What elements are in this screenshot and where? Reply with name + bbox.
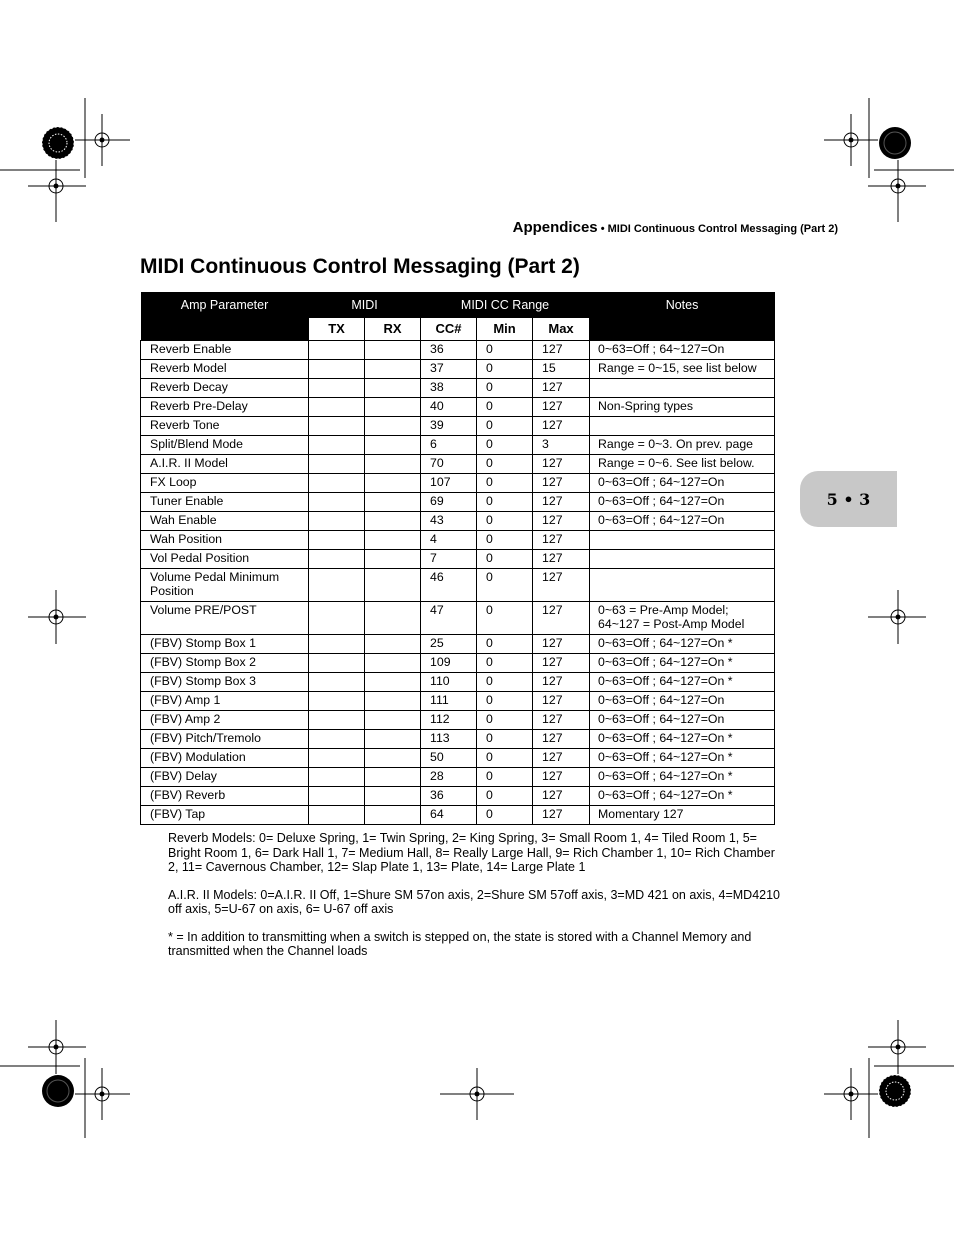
max-cell: 127 xyxy=(533,768,590,787)
cc-cell: 110 xyxy=(421,673,477,692)
tx-cell xyxy=(309,531,365,550)
table-row xyxy=(141,673,775,692)
cc-cell: 50 xyxy=(421,749,477,768)
min-cell: 0 xyxy=(477,455,533,474)
min-cell: 0 xyxy=(477,692,533,711)
notes-cell: Range = 0~15, see list below xyxy=(590,360,775,379)
param-cell: Tuner Enable xyxy=(141,493,309,512)
min-cell: 0 xyxy=(477,341,533,360)
tx-cell xyxy=(309,635,365,654)
notes-cell: 0~63=Off ; 64~127=On * xyxy=(590,673,775,692)
tx-cell xyxy=(309,341,365,360)
cc-cell: 36 xyxy=(421,341,477,360)
rx-cell xyxy=(365,493,421,512)
notes-cell: 0~63=Off ; 64~127=On * xyxy=(590,749,775,768)
tx-cell xyxy=(309,569,365,602)
rx-cell xyxy=(365,806,421,825)
running-header-subtitle: MIDI Continuous Control Messaging (Part 2) xyxy=(607,223,838,235)
table-row xyxy=(141,474,775,493)
table-row xyxy=(141,692,775,711)
table-row xyxy=(141,512,775,531)
tx-cell xyxy=(309,730,365,749)
notes-cell: 0~63=Off ; 64~127=On * xyxy=(590,768,775,787)
tx-cell xyxy=(309,360,365,379)
min-cell: 0 xyxy=(477,569,533,602)
rx-cell xyxy=(365,550,421,569)
max-cell: 127 xyxy=(533,417,590,436)
max-cell: 127 xyxy=(533,474,590,493)
table-row xyxy=(141,550,775,569)
param-cell: Reverb Tone xyxy=(141,417,309,436)
cc-cell: 107 xyxy=(421,474,477,493)
tx-cell xyxy=(309,379,365,398)
table-row xyxy=(141,379,775,398)
min-cell: 0 xyxy=(477,768,533,787)
tx-cell xyxy=(309,398,365,417)
notes-cell: 0~63=Off ; 64~127=On xyxy=(590,474,775,493)
running-header xyxy=(513,219,838,237)
table-row xyxy=(141,768,775,787)
param-cell: Reverb Enable xyxy=(141,341,309,360)
param-cell: (FBV) Reverb xyxy=(141,787,309,806)
tx-cell xyxy=(309,512,365,531)
notes-cell: 0~63=Off ; 64~127=On xyxy=(590,512,775,531)
param-cell: Reverb Model xyxy=(141,360,309,379)
min-cell: 0 xyxy=(477,654,533,673)
max-cell: 127 xyxy=(533,806,590,825)
tx-cell xyxy=(309,474,365,493)
min-cell: 0 xyxy=(477,379,533,398)
notes-cell: Range = 0~3. On prev. page xyxy=(590,436,775,455)
rx-cell xyxy=(365,730,421,749)
subheader-max: Max xyxy=(533,318,590,341)
min-cell: 0 xyxy=(477,550,533,569)
cc-cell: 64 xyxy=(421,806,477,825)
footnote-reverb-models: Reverb Models: 0= Deluxe Spring, 1= Twin Spring, 2= King Spring, 3= Small Room 1, 4= Tiled Room 1, 5= Bright Room 1, 6= Dark Hall 1, 7= Medium Hall, 8= Really Large Hall, 9= Rich Chamber 1, 10= Rich Chamber 2, 11= Cavernous Chamber, 12= Slap Plate 1, 13= Plate, 14= Large Plate 1 xyxy=(168,831,775,874)
cc-cell: 4 xyxy=(421,531,477,550)
rx-cell xyxy=(365,474,421,493)
cc-cell: 6 xyxy=(421,436,477,455)
param-cell: Wah Enable xyxy=(141,512,309,531)
rx-cell xyxy=(365,455,421,474)
page-title: MIDI Continuous Control Messaging (Part 2) xyxy=(140,255,580,278)
min-cell: 0 xyxy=(477,493,533,512)
tx-cell xyxy=(309,806,365,825)
notes-cell: Non-Spring types xyxy=(590,398,775,417)
rx-cell xyxy=(365,417,421,436)
rx-cell xyxy=(365,531,421,550)
running-header-separator: • xyxy=(597,223,608,235)
footnote-air-models: A.I.R. II Models: 0=A.I.R. II Off, 1=Shure SM 57on axis, 2=Shure SM 57off axis, 3=MD 421 on axis, 4=MD4210 off axis, 5=U-67 on axis, 6= U-67 off axis xyxy=(168,887,781,916)
max-cell: 15 xyxy=(533,360,590,379)
cc-cell: 112 xyxy=(421,711,477,730)
rx-cell xyxy=(365,711,421,730)
max-cell: 127 xyxy=(533,787,590,806)
max-cell: 127 xyxy=(533,512,590,531)
table-row xyxy=(141,806,775,825)
max-cell: 127 xyxy=(533,654,590,673)
table-row xyxy=(141,493,775,512)
rx-cell xyxy=(365,692,421,711)
notes-cell xyxy=(590,569,775,602)
table-row xyxy=(141,569,775,602)
tx-cell xyxy=(309,654,365,673)
min-cell: 0 xyxy=(477,749,533,768)
notes-cell: 0~63=Off ; 64~127=On xyxy=(590,341,775,360)
min-cell: 0 xyxy=(477,417,533,436)
cc-cell: 47 xyxy=(421,602,477,635)
footnotes xyxy=(168,831,788,972)
rx-cell xyxy=(365,341,421,360)
table-row xyxy=(141,730,775,749)
table-row xyxy=(141,711,775,730)
min-cell: 0 xyxy=(477,474,533,493)
param-cell: (FBV) Modulation xyxy=(141,749,309,768)
max-cell: 3 xyxy=(533,436,590,455)
max-cell: 127 xyxy=(533,398,590,417)
cc-cell: 39 xyxy=(421,417,477,436)
notes-cell: 0~63=Off ; 64~127=On * xyxy=(590,730,775,749)
notes-cell: 0~63 = Pre-Amp Model; 64~127 = Post-Amp Model xyxy=(590,602,775,635)
rx-cell xyxy=(365,787,421,806)
rx-cell xyxy=(365,398,421,417)
max-cell: 127 xyxy=(533,569,590,602)
min-cell: 0 xyxy=(477,730,533,749)
max-cell: 127 xyxy=(533,673,590,692)
header-amp-parameter: Amp Parameter xyxy=(141,292,309,318)
subheader-blank-left xyxy=(141,318,309,341)
header-midi: MIDI xyxy=(309,292,421,318)
table-row xyxy=(141,749,775,768)
rx-cell xyxy=(365,360,421,379)
tx-cell xyxy=(309,787,365,806)
notes-cell: 0~63=Off ; 64~127=On * xyxy=(590,635,775,654)
cc-cell: 38 xyxy=(421,379,477,398)
rx-cell xyxy=(365,602,421,635)
table-row xyxy=(141,531,775,550)
min-cell: 0 xyxy=(477,602,533,635)
tx-cell xyxy=(309,673,365,692)
subheader-cc: CC# xyxy=(421,318,477,341)
max-cell: 127 xyxy=(533,635,590,654)
param-cell: (FBV) Stomp Box 2 xyxy=(141,654,309,673)
min-cell: 0 xyxy=(477,711,533,730)
min-cell: 0 xyxy=(477,360,533,379)
subheader-min: Min xyxy=(477,318,533,341)
notes-cell: 0~63=Off ; 64~127=On * xyxy=(590,654,775,673)
notes-cell xyxy=(590,550,775,569)
cc-cell: 40 xyxy=(421,398,477,417)
footnote-asterisk: * = In addition to transmitting when a switch is stepped on, the state is stored with a Channel Memory and transmitted when the Channel loads xyxy=(168,929,752,958)
rx-cell xyxy=(365,379,421,398)
param-cell: Vol Pedal Position xyxy=(141,550,309,569)
notes-cell xyxy=(590,379,775,398)
tx-cell xyxy=(309,711,365,730)
table-row xyxy=(141,360,775,379)
table-row xyxy=(141,602,775,635)
max-cell: 127 xyxy=(533,550,590,569)
param-cell: (FBV) Pitch/Tremolo xyxy=(141,730,309,749)
max-cell: 127 xyxy=(533,455,590,474)
header-midi-cc-range: MIDI CC Range xyxy=(421,292,590,318)
param-cell: (FBV) Stomp Box 1 xyxy=(141,635,309,654)
notes-cell: 0~63=Off ; 64~127=On xyxy=(590,711,775,730)
max-cell: 127 xyxy=(533,493,590,512)
rx-cell xyxy=(365,436,421,455)
min-cell: 0 xyxy=(477,512,533,531)
notes-cell: 0~63=Off ; 64~127=On xyxy=(590,493,775,512)
notes-cell: 0~63=Off ; 64~127=On * xyxy=(590,787,775,806)
tx-cell xyxy=(309,749,365,768)
cc-cell: 36 xyxy=(421,787,477,806)
table-row xyxy=(141,654,775,673)
tx-cell xyxy=(309,692,365,711)
tx-cell xyxy=(309,417,365,436)
subheader-rx: RX xyxy=(365,318,421,341)
table-row xyxy=(141,635,775,654)
param-cell: FX Loop xyxy=(141,474,309,493)
param-cell: (FBV) Delay xyxy=(141,768,309,787)
min-cell: 0 xyxy=(477,673,533,692)
table-row xyxy=(141,398,775,417)
max-cell: 127 xyxy=(533,711,590,730)
min-cell: 0 xyxy=(477,436,533,455)
cc-cell: 43 xyxy=(421,512,477,531)
param-cell: (FBV) Stomp Box 3 xyxy=(141,673,309,692)
cc-cell: 37 xyxy=(421,360,477,379)
cc-cell: 113 xyxy=(421,730,477,749)
notes-cell xyxy=(590,417,775,436)
param-cell: (FBV) Tap xyxy=(141,806,309,825)
param-cell: Volume Pedal Minimum Position xyxy=(141,569,309,602)
notes-cell: Range = 0~6. See list below. xyxy=(590,455,775,474)
table-subheader-row xyxy=(141,318,775,341)
rx-cell xyxy=(365,512,421,531)
subheader-tx: TX xyxy=(309,318,365,341)
param-cell: Reverb Decay xyxy=(141,379,309,398)
table-row xyxy=(141,436,775,455)
param-cell: A.I.R. II Model xyxy=(141,455,309,474)
subheader-blank-right xyxy=(590,318,775,341)
max-cell: 127 xyxy=(533,730,590,749)
tx-cell xyxy=(309,455,365,474)
cc-cell: 25 xyxy=(421,635,477,654)
cc-cell: 28 xyxy=(421,768,477,787)
cc-cell: 69 xyxy=(421,493,477,512)
table-header-row xyxy=(141,292,775,318)
param-cell: (FBV) Amp 1 xyxy=(141,692,309,711)
cc-cell: 7 xyxy=(421,550,477,569)
rx-cell xyxy=(365,768,421,787)
min-cell: 0 xyxy=(477,635,533,654)
min-cell: 0 xyxy=(477,531,533,550)
table-row xyxy=(141,341,775,360)
tx-cell xyxy=(309,768,365,787)
min-cell: 0 xyxy=(477,398,533,417)
notes-cell: Momentary 127 xyxy=(590,806,775,825)
max-cell: 127 xyxy=(533,692,590,711)
tx-cell xyxy=(309,493,365,512)
rx-cell xyxy=(365,673,421,692)
midi-cc-table xyxy=(140,292,775,825)
tx-cell xyxy=(309,436,365,455)
max-cell: 127 xyxy=(533,531,590,550)
param-cell: Split/Blend Mode xyxy=(141,436,309,455)
max-cell: 127 xyxy=(533,379,590,398)
rx-cell xyxy=(365,749,421,768)
min-cell: 0 xyxy=(477,806,533,825)
param-cell: Volume PRE/POST xyxy=(141,602,309,635)
max-cell: 127 xyxy=(533,749,590,768)
table-row xyxy=(141,455,775,474)
tx-cell xyxy=(309,602,365,635)
max-cell: 127 xyxy=(533,341,590,360)
tx-cell xyxy=(309,550,365,569)
table-row xyxy=(141,787,775,806)
page-number-tab: 5 • 3 xyxy=(800,471,897,527)
running-header-section: Appendices xyxy=(512,219,598,236)
param-cell: (FBV) Amp 2 xyxy=(141,711,309,730)
rx-cell xyxy=(365,654,421,673)
cc-cell: 109 xyxy=(421,654,477,673)
notes-cell: 0~63=Off ; 64~127=On xyxy=(590,692,775,711)
header-notes: Notes xyxy=(590,292,775,318)
rx-cell xyxy=(365,569,421,602)
cc-cell: 46 xyxy=(421,569,477,602)
max-cell: 127 xyxy=(533,602,590,635)
cc-cell: 70 xyxy=(421,455,477,474)
rx-cell xyxy=(365,635,421,654)
param-cell: Wah Position xyxy=(141,531,309,550)
notes-cell xyxy=(590,531,775,550)
min-cell: 0 xyxy=(477,787,533,806)
cc-cell: 111 xyxy=(421,692,477,711)
param-cell: Reverb Pre-Delay xyxy=(141,398,309,417)
table-row xyxy=(141,417,775,436)
table-body xyxy=(141,341,775,825)
